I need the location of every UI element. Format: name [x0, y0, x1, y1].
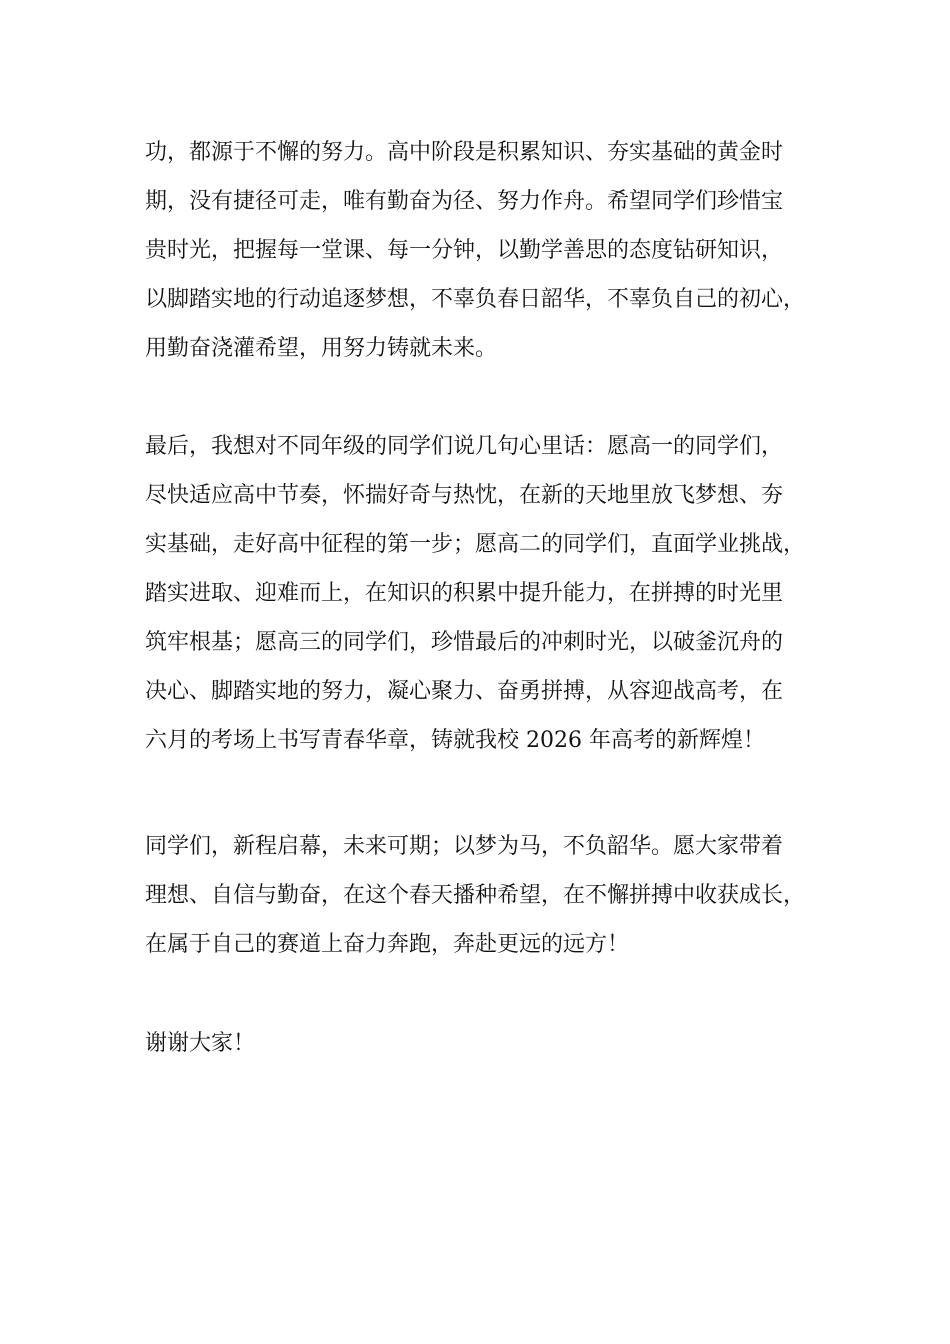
paragraph-line: 在属于自己的赛道上奋力奔跑，奔赴更远的远方！: [145, 932, 630, 957]
paragraph-line: 以脚踏实地的行动追逐梦想，不辜负春日韶华，不辜负自己的初心，: [145, 287, 806, 312]
paragraph-line: 踏实进取、迎难而上，在知识的积累中提升能力，在拼搏的时光里: [145, 581, 784, 606]
thanks-line: 谢谢大家！: [145, 1031, 256, 1056]
paragraph-closing-wishes: [145, 822, 835, 969]
paragraph-line: 同学们，新程启幕，未来可期；以梦为马，不负韶华。愿大家带着: [145, 834, 784, 859]
paragraph-effort: [145, 128, 835, 373]
paragraph-line: 贵时光，把握每一堂课、每一分钟，以勤学善思的态度钻研知识，: [145, 238, 784, 263]
paragraph-line: 用勤奋浇灌希望，用努力铸就未来。: [145, 336, 498, 361]
paragraph-line: 决心、脚踏实地的努力，凝心聚力、奋勇拼搏，从容迎战高考，在: [145, 679, 784, 704]
paragraph-line: 筑牢根基；愿高三的同学们，珍惜最后的冲刺时光，以破釜沉舟的: [145, 630, 784, 655]
paragraph-line: 实基础，走好高中征程的第一步；愿高二的同学们，直面学业挑战，: [145, 532, 806, 557]
paragraph-line: 六月的考场上书写青春华章，铸就我校 2026 年高考的新辉煌！: [145, 728, 765, 753]
paragraph-line: 功，都源于不懈的努力。高中阶段是积累知识、夯实基础的黄金时: [145, 140, 784, 165]
paragraph-thanks: [145, 1019, 835, 1068]
paragraph-line: 期，没有捷径可走，唯有勤奋为径、努力作舟。希望同学们珍惜宝: [145, 189, 784, 214]
paragraph-line: 尽快适应高中节奏，怀揣好奇与热忱，在新的天地里放飞梦想、夯: [145, 483, 784, 508]
paragraph-line: 理想、自信与勤奋，在这个春天播种希望，在不懈拼搏中收获成长，: [145, 883, 806, 908]
paragraph-grade-messages: [145, 422, 835, 765]
paragraph-line: 最后，我想对不同年级的同学们说几句心里话：愿高一的同学们，: [145, 434, 784, 459]
